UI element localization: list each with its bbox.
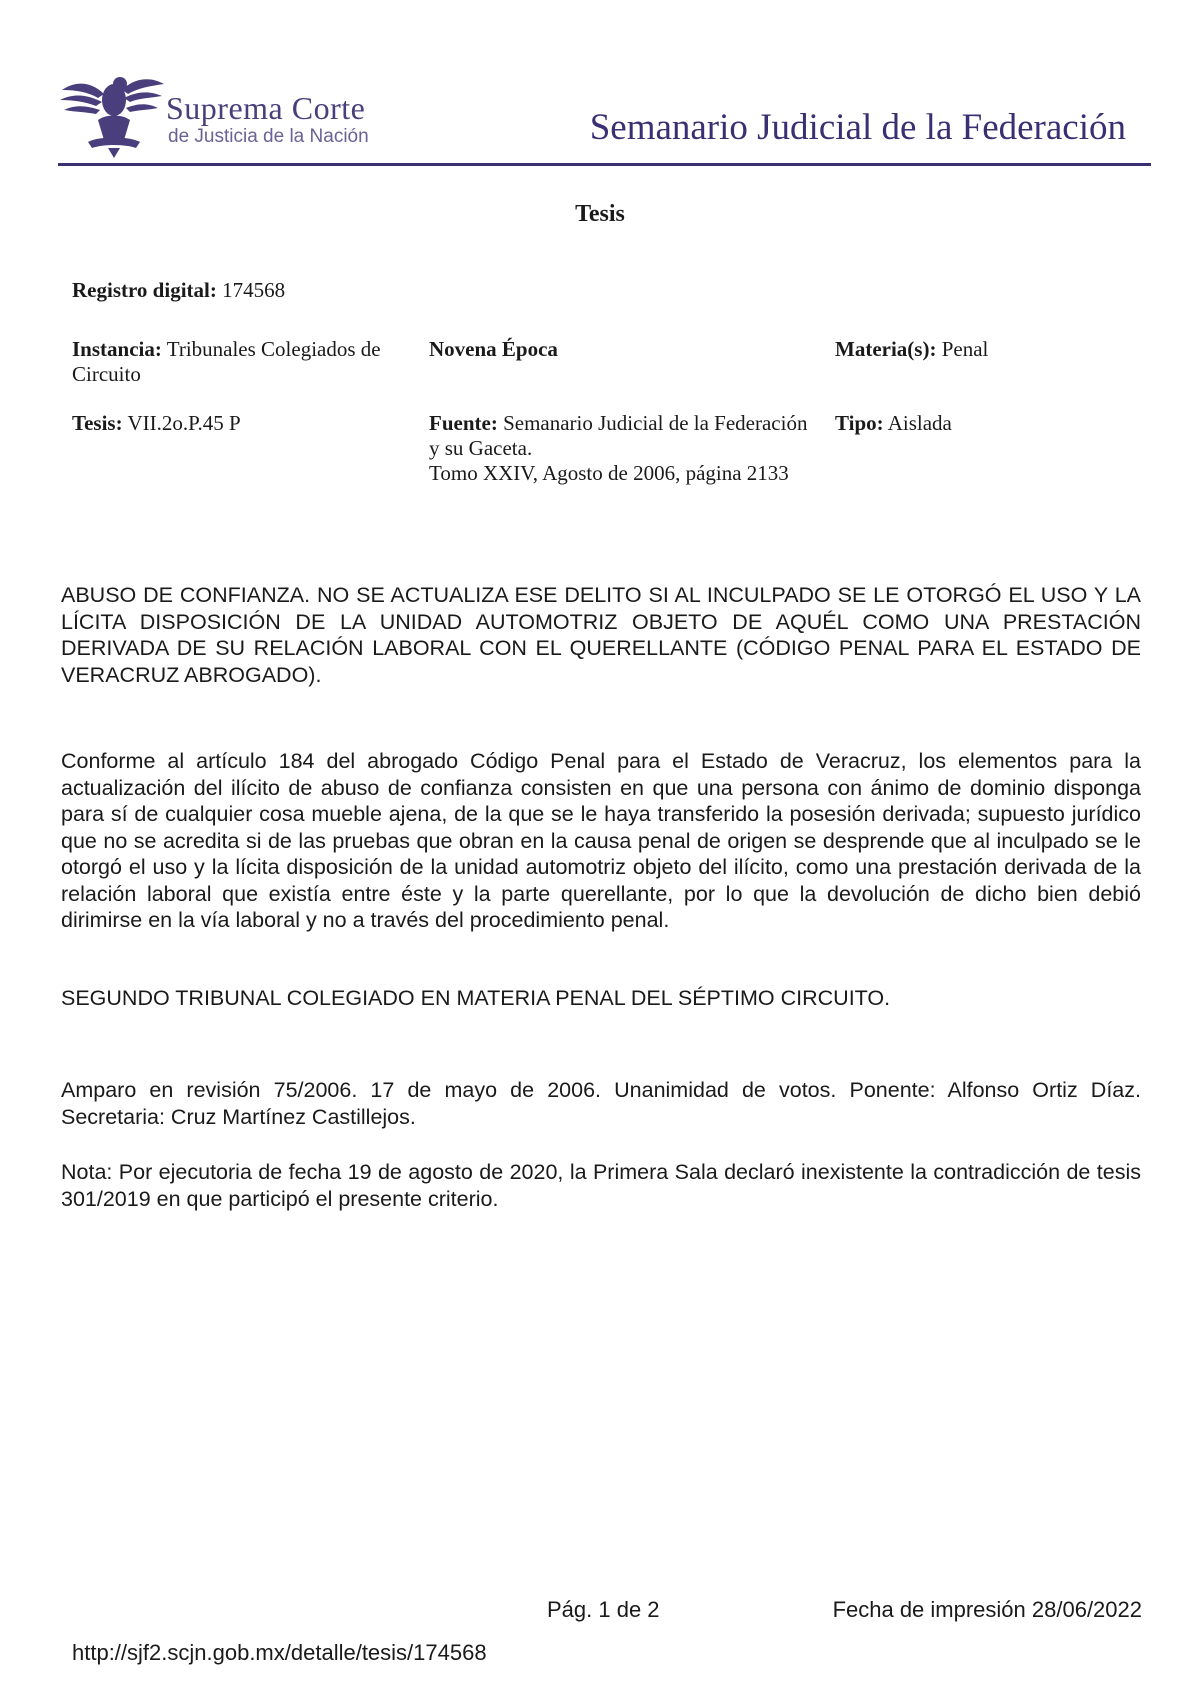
fuente-value: Semanario Judicial de la Federación y su Gaceta. (429, 411, 808, 460)
header-divider (58, 163, 1151, 166)
source-url[interactable]: http://sjf2.scjn.gob.mx/detalle/tesis/174568 (72, 1640, 487, 1665)
precedente: Amparo en revisión 75/2006. 17 de mayo de 2006. Unanimidad de votos. Ponente: Alfonso Ortiz Díaz. Secretaria: Cruz Martínez Castillejos. (61, 1078, 1141, 1129)
instancia-value: Tribunales Colegiados de Circuito (72, 337, 381, 386)
registro-label: Registro digital: (72, 278, 217, 302)
registro-value: 174568 (222, 278, 286, 302)
epoca (429, 337, 558, 362)
logo-title: Suprema Corte (166, 90, 366, 126)
fuente-detail: Tomo XXIV, Agosto de 2006, página 2133 (429, 461, 789, 485)
document-heading: Tesis (575, 201, 625, 227)
instancia-label: Instancia: (72, 337, 162, 361)
tribunal: SEGUNDO TRIBUNAL COLEGIADO EN MATERIA PENAL DEL SÉPTIMO CIRCUITO. (61, 986, 891, 1010)
tesis-value: VII.2o.P.45 P (127, 411, 241, 435)
tipo (835, 411, 952, 436)
logo-subtitle: de Justicia de la Nación (168, 126, 369, 147)
tesis-label: Tesis: (72, 411, 123, 435)
nota: Nota: Por ejecutoria de fecha 19 de agosto de 2020, la Primera Sala declaró inexistente la contradicción de tesis 301/2019 en que participó el presente criterio. (61, 1160, 1141, 1211)
tipo-value: Aislada (887, 411, 952, 435)
site-title: Semanario Judicial de la Federación (589, 107, 1126, 148)
registro-digital (72, 278, 285, 303)
rubro: ABUSO DE CONFIANZA. NO SE ACTUALIZA ESE DELITO SI AL INCULPADO SE LE OTORGÓ EL USO Y LA LÍCITA DISPOSICIÓN DE LA UNIDAD AUTOMOTRIZ OBJETO DE AQUÉL COMO UNA PRESTACIÓN DERIVADA DE SU RELACIÓN LABORAL CON EL QUERELLANTE (CÓDIGO PENAL PARA EL ESTADO DE VERACRUZ ABROGADO). (61, 583, 1141, 687)
page-number: Pág. 1 de 2 (547, 1597, 660, 1622)
materia (835, 337, 988, 362)
tesis-clave (72, 411, 241, 436)
fuente (429, 411, 809, 486)
epoca-value: Novena Época (429, 337, 558, 361)
texto: Conforme al artículo 184 del abrogado Código Penal para el Estado de Veracruz, los elementos para la actualización del ilícito de abuso de confianza consisten en que una persona con ánimo de dominio disponga para sí de cualquier cosa mueble ajena, de la que se le haya transferido la posesión derivada; supuesto jurídico que no se acredita si de las pruebas que obran en la causa penal de origen se desprende que al inculpado se le otorgó el uso y la lícita disposición de la unidad automotriz objeto del ilícito, como una prestación derivada de la relación laboral que existía entre éste y la parte querellante, por lo que la devolución de dicho bien debió dirimirse en la vía laboral y no a través del procedimiento penal. (61, 749, 1141, 932)
scjn-logo (58, 70, 378, 160)
materia-label: Materia(s): (835, 337, 937, 361)
materia-value: Penal (941, 337, 989, 361)
instancia (72, 337, 412, 387)
page-header (58, 60, 1150, 168)
tipo-label: Tipo: (835, 411, 884, 435)
fuente-label: Fuente: (429, 411, 498, 435)
eagle-emblem-icon (58, 70, 168, 160)
print-date: Fecha de impresión 28/06/2022 (832, 1597, 1142, 1622)
